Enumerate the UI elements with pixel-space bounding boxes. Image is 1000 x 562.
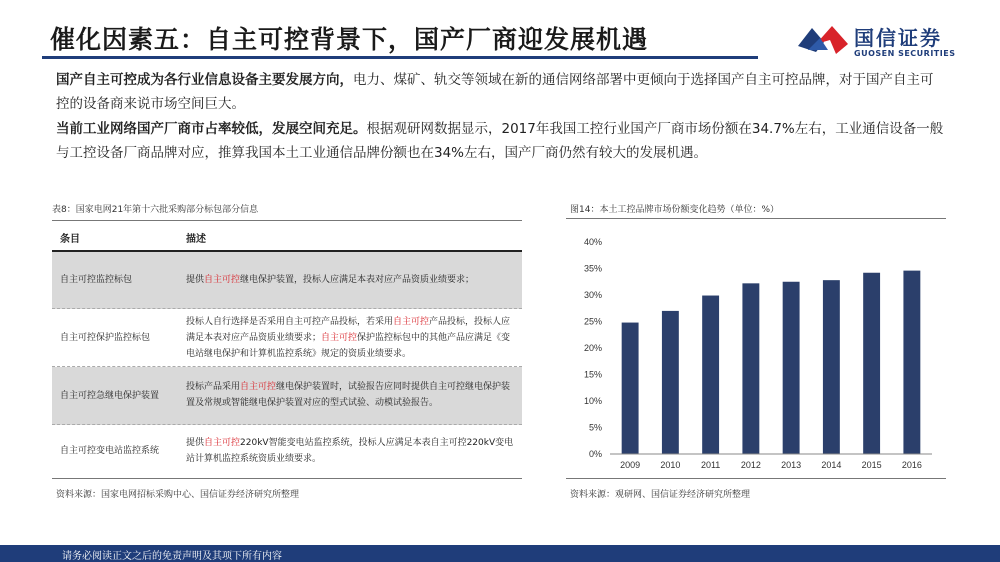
- x-tick-label: 2010: [660, 460, 681, 470]
- table-row-desc: [186, 379, 518, 411]
- table-row-item: 自主可控急继电保护装置: [60, 391, 160, 401]
- y-tick-label: 40%: [583, 237, 602, 247]
- table-row-item: 自主可控监控标包: [60, 275, 133, 285]
- y-tick-label: 10%: [583, 396, 602, 406]
- desc-text: 提供: [186, 438, 205, 448]
- table-header-item: 条目: [60, 234, 80, 245]
- chart-bottom-rule: [566, 478, 946, 479]
- bar-2012: [742, 283, 759, 454]
- x-tick-label: 2009: [620, 460, 641, 470]
- paragraph-1: [56, 68, 946, 116]
- chart-top-rule: [566, 218, 946, 219]
- desc-text: 投标产品采用: [186, 382, 241, 392]
- paragraph-2: [56, 117, 946, 165]
- table-row: [52, 309, 522, 367]
- table-row: [52, 252, 522, 309]
- guosen-logo: [796, 20, 966, 64]
- y-tick-label: 5%: [588, 422, 602, 433]
- table-bottom-rule: [52, 478, 522, 479]
- highlight-text: 自主可控: [321, 333, 358, 343]
- highlight-text: 自主可控: [204, 438, 241, 448]
- bar-2009: [622, 323, 639, 454]
- table-row-desc: [186, 272, 518, 288]
- chart-caption: 图14：本土工控品牌市场份额变化趋势（单位：%）: [570, 205, 780, 215]
- x-tick-label: 2016: [901, 460, 922, 470]
- table-header: [52, 223, 522, 249]
- page-title: 催化因素五：自主可控背景下，国产厂商迎发展机遇: [50, 25, 649, 54]
- x-tick-label: 2014: [821, 460, 842, 470]
- desc-text: 220kV智能变电站监控系统，投标人应满足本表自主可控220kV变电站计算机监控系统资质业绩要求。: [186, 438, 514, 464]
- y-tick-label: 35%: [583, 263, 602, 274]
- logo-text-cn: 国信证券: [854, 26, 942, 50]
- table-header-desc: 描述: [186, 234, 206, 245]
- table-row: [52, 367, 522, 425]
- paragraph-2-body: 根据观研网数据显示，2017年我国工控行业国产厂商市场份额在34.7%左右，工业通信设备一般与工控设备厂商品牌对应，推算我国本土工业通信品牌份额也在34%左右，国产厂商仍然有较大的发展机遇。: [56, 121, 944, 161]
- table-top-rule: [52, 220, 522, 221]
- desc-text: 保护监控标包中的其他产品应满足《变电站继电保护和计算机监控系统》规定的资质业绩要求。: [186, 333, 511, 359]
- y-tick-label: 25%: [583, 316, 602, 327]
- highlight-text: 自主可控: [240, 382, 277, 392]
- bar-2013: [783, 282, 800, 454]
- table-row-desc: [186, 435, 518, 467]
- bar-2015: [863, 273, 880, 454]
- table-row-desc: [186, 314, 518, 362]
- y-tick-label: 0%: [588, 449, 602, 459]
- y-tick-label: 20%: [583, 343, 602, 353]
- table-row-item: 自主可控变电站监控系统: [60, 446, 160, 456]
- footer-disclaimer: 请务必阅读正文之后的免责声明及其项下所有内容: [62, 551, 282, 562]
- desc-text: 投标人自行选择是否采用自主可控产品投标，若采用: [186, 317, 394, 327]
- paragraph-2-lead: 当前工业网络国产厂商市占率较低，发展空间充足。: [56, 121, 367, 137]
- bar-2014: [823, 280, 840, 454]
- desc-text: 提供: [186, 275, 205, 285]
- desc-text: 产品投标，投标人应满足本表对应产品资质业绩要求；: [186, 317, 511, 343]
- table-source: 资料来源：国家电网招标采购中心、国信证券经济研究所整理: [56, 490, 300, 500]
- table-row-item: 自主可控保护监控标包: [60, 333, 151, 343]
- desc-text: 继电保护装置，投标人应满足本表对应产品资质业绩要求；: [240, 275, 475, 285]
- bar-2011: [702, 296, 719, 454]
- paragraph-1-lead: 国产自主可控成为各行业信息设备主要发展方向，: [56, 72, 353, 88]
- table-row: [52, 425, 522, 477]
- desc-text: 继电保护装置时，试验报告应同时提供自主可控继电保护装置及常规或智能继电保护装置对应的型式试验、动模试验报告。: [186, 382, 511, 408]
- highlight-text: 自主可控: [204, 275, 241, 285]
- logo-text-en: GUOSEN SECURITIES: [854, 49, 956, 58]
- x-tick-label: 2011: [700, 460, 721, 470]
- bar-2010: [662, 311, 679, 454]
- highlight-text: 自主可控: [393, 317, 430, 327]
- paragraph-1-body: 电力、煤矿、轨交等领域在新的通信网络部署中更倾向于选择国产自主可控品牌，对于国产自主可控的设备商来说市场空间巨大。: [56, 72, 934, 112]
- market-share-bar-chart: [566, 226, 946, 476]
- title-underline: [42, 56, 758, 59]
- chart-source: 资料来源：观研网、国信证券经济研究所整理: [570, 490, 751, 500]
- x-tick-label: 2013: [781, 460, 802, 470]
- x-tick-label: 2015: [861, 460, 882, 470]
- x-tick-label: 2012: [740, 460, 761, 470]
- guosen-logo-mark-icon: [796, 22, 850, 56]
- y-tick-label: 30%: [583, 290, 602, 300]
- bar-2016: [903, 271, 920, 454]
- y-tick-label: 15%: [583, 369, 602, 380]
- table-caption: 表8：国家电网21年第十六批采购部分标包部分信息: [52, 205, 259, 215]
